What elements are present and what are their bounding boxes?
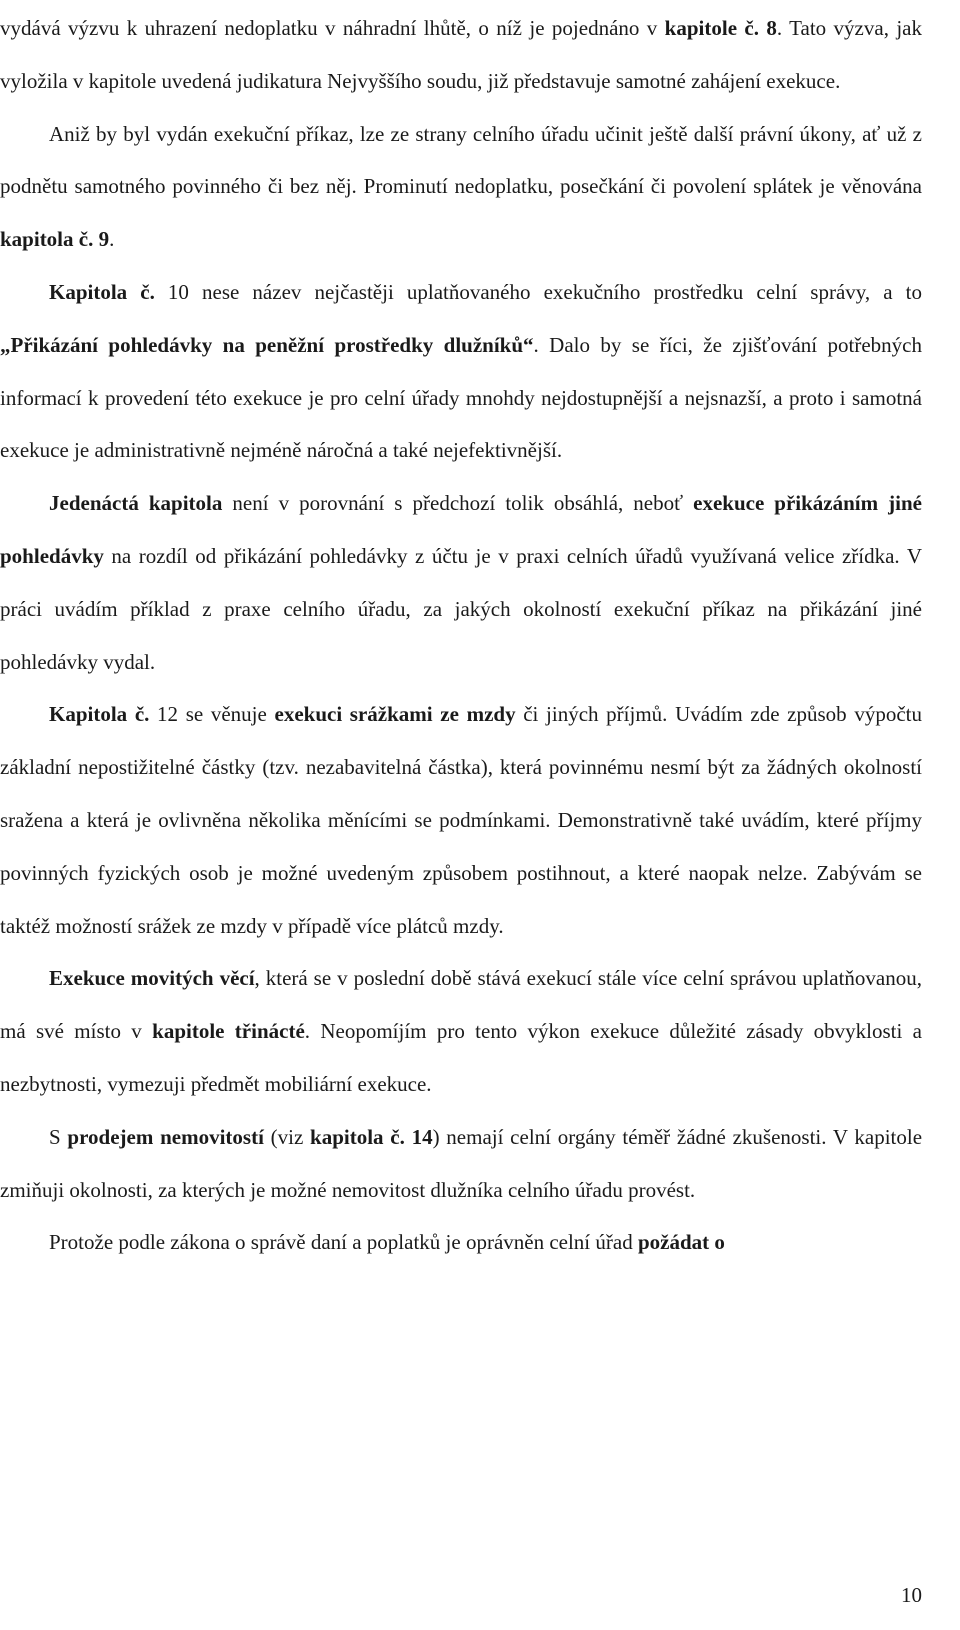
text-run: ) nemají celní orgány téměř žádné zkušenosti. V kapitole zmiňuji okolnosti, za kterých je možné nemovitost dlužníka celního úřadu provést. bbox=[0, 1124, 923, 1202]
text-run: či jiných příjmů. Uvádím zde způsob výpočtu základní nepostižitelné částky (tzv. nezabavitelná částka), která povinnému nesmí být za žádných okolností sražena a která je ovlivněna několika měnícími se podmínkami. Demonstrativně také uvádím, které příjmy povinných fyzických osob je možné uvedeným způsobem postihnout, a které naopak nelze. Zabývám se taktéž možností srážek ze mzdy v případě více plátců mzdy. bbox=[0, 702, 922, 938]
text-run: Aniž by byl vydán exekuční příkaz, lze ze strany celního úřadu učinit ještě další právní úkony, ať už z podnětu samotného povinného či bez něj. Prominutí nedoplatku, posečkání či povolení splátek je věnována bbox=[0, 121, 922, 199]
bold-text: Exekuce movitých věcí bbox=[49, 966, 255, 991]
text-run: . Neopomíjím pro tento výkon exekuce důležité zásady obvyklosti a nezbytnosti, vymezuji předmět mobiliární exekuce. bbox=[0, 1019, 922, 1096]
text-run: vydává výzvu k uhrazení nedoplatku v náhradní lhůtě, o níž je pojednáno v bbox=[0, 16, 665, 40]
text-run: není v porovnání s předchozí tolik obsáhlá, neboť bbox=[222, 491, 694, 516]
bold-text: Kapitola č. bbox=[49, 702, 150, 727]
paragraph bbox=[0, 688, 922, 952]
text-run: . Tato výzva, jak vyložila v kapitole uvedená judikatura Nejvyššího soudu, již představuje samotné zahájení exekuce. bbox=[0, 16, 922, 93]
paragraph bbox=[0, 1216, 922, 1269]
text-run: S bbox=[49, 1124, 68, 1149]
paragraph bbox=[0, 2, 922, 108]
bold-text: kapitola č. 14 bbox=[310, 1124, 433, 1149]
bold-text: exekuce přikázáním jiné pohledávky bbox=[0, 491, 922, 568]
text-run: na rozdíl od přikázání pohledávky z účtu je v praxi celních úřadů využívaná velice zřídka. V práci uvádím příklad z praxe celního úřadu, za jakých okolností exekuční příkaz na přikázání jiné pohledávky vydal. bbox=[0, 543, 922, 674]
bold-text: Kapitola č. bbox=[49, 279, 155, 304]
page-number: 10 bbox=[901, 1583, 922, 1607]
text-run: 12 se věnuje bbox=[149, 702, 275, 727]
paragraph bbox=[0, 477, 922, 688]
text-run: (viz bbox=[263, 1124, 311, 1149]
bold-text: „Přikázání pohledávky na peněžní prostředky dlužníků“ bbox=[0, 332, 534, 357]
bold-text: prodejem nemovitostí bbox=[67, 1124, 264, 1149]
bold-text: kapitole třinácté bbox=[152, 1019, 305, 1044]
text-run: . bbox=[109, 227, 115, 252]
bold-text: kapitola č. 9 bbox=[0, 227, 110, 252]
paragraph bbox=[0, 952, 922, 1110]
bold-text: Jedenáctá kapitola bbox=[49, 491, 223, 516]
text-run: 10 nese název nejčastěji uplatňovaného exekučního prostředku celní správy, a to bbox=[154, 279, 922, 304]
bold-text: exekuci srážkami ze mzdy bbox=[274, 702, 516, 727]
text-run: Protože podle zákona o správě daní a poplatků je oprávněn celní úřad bbox=[49, 1230, 638, 1255]
bold-text: požádat o bbox=[637, 1230, 725, 1255]
paragraph bbox=[0, 108, 922, 266]
paragraph bbox=[0, 1111, 922, 1217]
text-run: , která se v poslední době stává exekucí stále více celní správou uplatňovanou, má své místo v bbox=[0, 966, 922, 1044]
text-run: . Dalo by se říci, že zjišťování potřebných informací k provedení této exekuce je pro celní úřady mnohdy nejdostupnější a nejsnazší, a proto i samotná exekuce je administrativně nejméně náročná a také nejefektivnější. bbox=[0, 332, 922, 463]
bold-text: kapitole č. 8 bbox=[664, 16, 777, 40]
paragraph bbox=[0, 266, 922, 477]
